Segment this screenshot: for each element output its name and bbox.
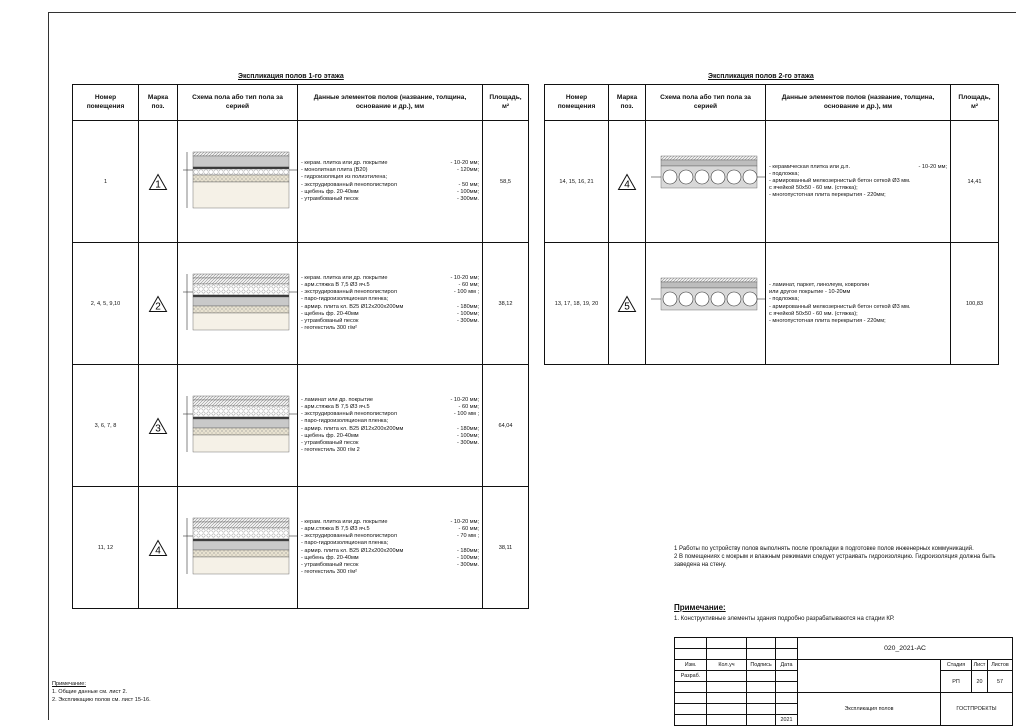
note-left-item-1: 1. Общие данные см. лист 2. (52, 689, 128, 696)
floor1-explication-table (72, 84, 529, 609)
works-note-2: 2 В помещениях с мокрым и влажным режимами следует устраивать гидроизоляцию. Гидроизоляция должна быть заведена на стену. (674, 554, 996, 569)
layer-item: - арм.стяжка В 7,5 Ø3 яч.5 - 60 мм; (301, 526, 479, 533)
stamp-kol-label: Кол.уч (707, 660, 747, 671)
header-scheme: Схема пола або тип пола за серией (646, 85, 766, 121)
room-number: 2, 4, 5, 9,10 (73, 243, 139, 365)
layer-item: - геотекстиль 300 г/м 2 (301, 446, 360, 453)
floor-section-diagram (181, 142, 298, 222)
layer-item: - подложка; (769, 170, 800, 177)
layer-item: - арм.стяжка В 7,5 Ø3 яч.5 - 60 мм; (301, 282, 479, 289)
mark-cell (609, 243, 646, 365)
layer-item: - армированный мелкозернистый бетон сеткой Ø3 мм. (769, 303, 911, 310)
stamp-list-label: Лист (972, 660, 988, 671)
layer-list (301, 160, 479, 203)
room-number: 14, 15, 16, 21 (545, 121, 609, 243)
table-header-row (545, 85, 999, 121)
layer-list (301, 275, 479, 332)
layer-data-cell (298, 487, 483, 609)
works-notes (674, 545, 1004, 569)
stamp-razrab-label: Разраб. (675, 671, 707, 682)
layer-item: - многопустотная плита перекрытия - 220мм; (769, 192, 886, 199)
scheme-cell (178, 243, 298, 365)
stamp-sheet-title: Экспликация полов (798, 693, 941, 726)
header-area: Площадь, м² (951, 85, 999, 121)
note-left-item-2: 2. Экспликацию полов см. лист 15-16. (52, 697, 151, 704)
layer-item: - многопустотная плита перекрытия - 220мм; (769, 317, 886, 324)
svg-text:4: 4 (624, 179, 630, 191)
header-room: Номер помещения (73, 85, 139, 121)
layer-item: - экструдированный пенополистирол - 100 мм ; (301, 289, 479, 296)
scheme-cell (178, 365, 298, 487)
layer-item: - экструдированный пенополистирол - 70 мм ; (301, 533, 479, 540)
layer-item: с ячейкой 50х50 - 60 мм. (стяжка); (769, 185, 858, 192)
stamp-izm-label: Изм. (675, 660, 707, 671)
mark-cell (139, 243, 178, 365)
layer-item: - экструдированный пенополистирол - 100 мм ; (301, 411, 479, 418)
layer-item: - щебень фр. 20-40мм - 100мм; (301, 554, 479, 561)
frame-border-left (48, 12, 49, 720)
area-value: 38,11 (483, 487, 529, 609)
header-data: Данные элементов полов (название, толщина, основание и др.), мм (298, 85, 483, 121)
layer-item: - геотекстиль 300 г/м² (301, 324, 357, 331)
floor-row (73, 487, 529, 609)
note-left (52, 680, 151, 704)
layer-list (301, 519, 479, 576)
mark-cell (139, 365, 178, 487)
layer-item: - арм.стяжка В 7,5 Ø3 яч.5 - 60 мм; (301, 404, 479, 411)
layer-item: с ячейкой 50х50 - 60 мм. (стяжка); (769, 310, 858, 317)
position-mark-icon (617, 173, 637, 191)
scheme-cell (178, 121, 298, 243)
stamp-stadia-label: Стадия (941, 660, 972, 671)
layer-data-cell (298, 243, 483, 365)
stamp-listov-label: Листов (988, 660, 1013, 671)
svg-text:5: 5 (624, 301, 630, 313)
svg-text:1: 1 (155, 179, 161, 191)
floor2-table-title: Экспликация полов 2-го этажа (708, 73, 814, 80)
floor-row (545, 243, 999, 365)
scheme-cell (178, 487, 298, 609)
layer-item: - керам. плитка или др. покрытие - 10-20 мм; (301, 160, 479, 167)
area-value: 64,04 (483, 365, 529, 487)
area-value: 14,41 (951, 121, 999, 243)
header-mark: Марка поз. (609, 85, 646, 121)
layer-data-cell (298, 365, 483, 487)
room-number: 3, 6, 7, 8 (73, 365, 139, 487)
layer-item: - геотекстиль 300 г/м² (301, 568, 357, 575)
svg-text:3: 3 (155, 423, 161, 435)
layer-list (769, 164, 947, 200)
layer-item: или другое покрытие - 10-20мм (769, 289, 851, 296)
mark-cell (139, 121, 178, 243)
room-number: 13, 17, 18, 19, 20 (545, 243, 609, 365)
layer-item: - керамическая плитка или д.п. - 10-20 мм; (769, 163, 947, 170)
svg-text:4: 4 (155, 545, 161, 557)
works-note-1: 1 Работы по устройству полов выполнять после прокладки в подготовке полов инженерных коммуникаций. (674, 546, 974, 552)
layer-item: - экструдированный пенополистирол - 50 мм; (301, 181, 479, 188)
layer-item: - армир. плита кл. В25 Ø12х200х200мм - 180мм; (301, 547, 479, 554)
area-value: 38,12 (483, 243, 529, 365)
floor-section-diagram (181, 508, 298, 588)
scheme-cell (646, 121, 766, 243)
layer-data-cell (298, 121, 483, 243)
floor1-table-title: Экспликация полов 1-го этажа (238, 73, 344, 80)
title-block (674, 637, 1013, 726)
floor-row (73, 121, 529, 243)
mark-cell (609, 121, 646, 243)
layer-item: - керам. плитка или др. покрытие - 10-20 мм; (301, 274, 479, 281)
header-area: Площадь, м² (483, 85, 529, 121)
stamp-list: 20 (972, 671, 988, 693)
header-room: Номер помещения (545, 85, 609, 121)
table-header-row (73, 85, 529, 121)
layer-item: - утрамбованый песок - 300мм. (301, 561, 479, 568)
layer-item: - паро-гидроизоляционая пленка; (301, 418, 389, 425)
floor-section-diagram (181, 264, 298, 344)
stamp-listov: 57 (988, 671, 1013, 693)
frame-border-top (48, 12, 1016, 13)
note-right-item-1: 1. Конструктивные элементы здания подробно разрабатываются на стадии КР. (674, 616, 895, 622)
note-right-title: Примечание: (674, 603, 726, 612)
floor2-explication-table (544, 84, 999, 365)
layer-item: - монолитная плита (В20) - 120мм; (301, 167, 479, 174)
layer-item: - утрамбованый песок - 300мм. (301, 439, 479, 446)
layer-item: - ламинат, паркет, линолеум, ковролин (769, 282, 870, 289)
layer-item: - утрамбованый песок - 300мм. (301, 195, 479, 202)
layer-item: - утрамбованый песок - 300мм. (301, 317, 479, 324)
scheme-cell (646, 243, 766, 365)
floor-section-diagram (181, 386, 298, 466)
room-number: 11, 12 (73, 487, 139, 609)
floor-row (73, 243, 529, 365)
position-mark-icon (148, 173, 168, 191)
layer-item: - армир. плита кл. В25 Ø12х200х200мм - 180мм; (301, 425, 479, 432)
header-data: Данные элементов полов (название, толщина, основание и др.), мм (766, 85, 951, 121)
svg-text:2: 2 (155, 301, 161, 313)
stamp-podp-label: Подпись (747, 660, 776, 671)
layer-data-cell (766, 121, 951, 243)
layer-item: - подложка; (769, 296, 800, 303)
layer-item: - армированный мелкозернистый бетон сеткой Ø3 мм. (769, 177, 911, 184)
floor-section-diagram (649, 264, 766, 344)
layer-item: - паро-гидроизоляционая пленка; (301, 540, 389, 547)
position-mark-icon (148, 295, 168, 313)
header-mark: Марка поз. (139, 85, 178, 121)
layer-item: - керам. плитка или др. покрытие - 10-20 мм; (301, 518, 479, 525)
area-value: 100,83 (951, 243, 999, 365)
mark-cell (139, 487, 178, 609)
header-scheme: Схема пола або тип пола за серией (178, 85, 298, 121)
floor-row (73, 365, 529, 487)
layer-item: - паро-гидроизоляционая пленка; (301, 296, 389, 303)
layer-item: - щебень фр. 20-40мм - 100мм; (301, 310, 479, 317)
floor-section-diagram (649, 142, 766, 222)
stamp-year: 2021 (776, 715, 798, 726)
layer-data-cell (766, 243, 951, 365)
room-number: 1 (73, 121, 139, 243)
layer-item: - щебень фр. 20-40мм - 100мм; (301, 432, 479, 439)
position-mark-icon (148, 417, 168, 435)
layer-item: - ламинат или др. покрытие - 10-20 мм; (301, 396, 479, 403)
area-value: 58,5 (483, 121, 529, 243)
layer-item: - армир. плита кл. В25 Ø12х200х200мм - 180мм; (301, 303, 479, 310)
stamp-organization: ГОСТПРОЕКТЫ (941, 693, 1013, 726)
layer-item: - гидроизоляция из полиэтилена; (301, 174, 388, 181)
position-mark-icon (148, 539, 168, 557)
stamp-document-code: 020_2021-АС (798, 638, 1013, 660)
stamp-stadia: РП (941, 671, 972, 693)
layer-item: - щебень фр. 20-40мм - 100мм; (301, 188, 479, 195)
layer-list (301, 397, 479, 454)
stamp-data-label: Дата (776, 660, 798, 671)
note-left-title: Примечание: (52, 681, 86, 687)
position-mark-icon (617, 295, 637, 313)
floor-row (545, 121, 999, 243)
layer-list (769, 282, 947, 325)
